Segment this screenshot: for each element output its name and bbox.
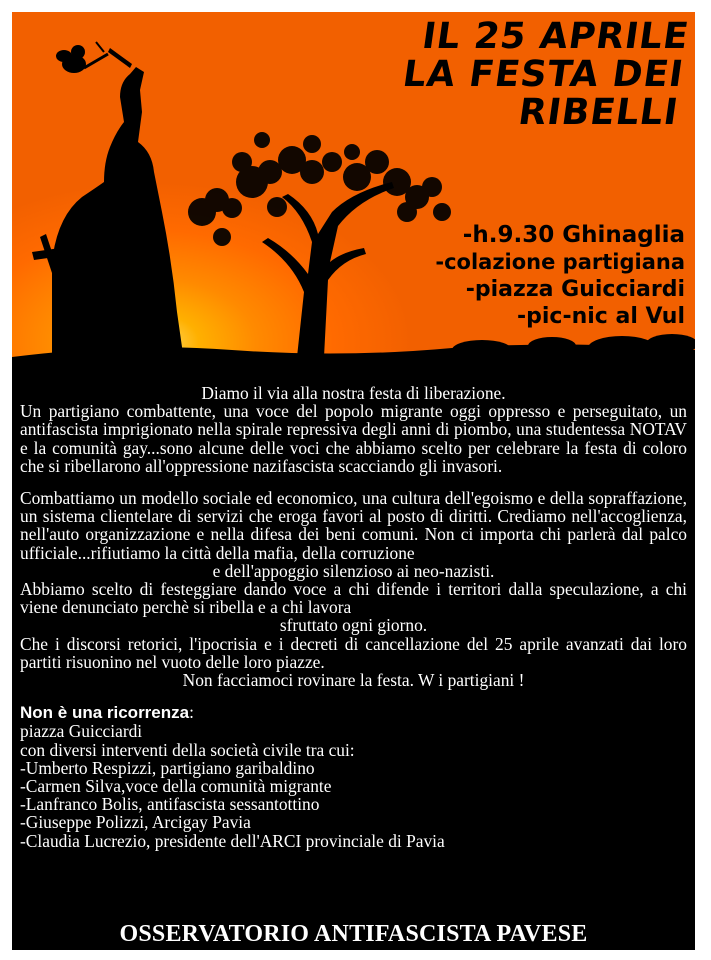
event-schedule [435, 222, 685, 330]
manifesto-paragraph-4: Non facciamoci rovinare la festa. W i partigiani ! [182, 670, 525, 691]
event-heading-colon: : [189, 702, 194, 723]
speaker-item: -Umberto Respizzi, partigiano garibaldino [20, 757, 315, 778]
manifesto-paragraph-3: Che i discorsi retorici, l'ipocrisia e i decreti di cancellazione del 25 aprile avanzati dai loro partiti risuonino nel vuoto delle loro piazze. [20, 633, 687, 672]
schedule-item: -piazza Guicciardi [465, 277, 685, 302]
schedule-item: -colazione partigiana [435, 250, 685, 274]
schedule-item: -pic-nic al Vul [517, 304, 685, 329]
title-line-2: LA FESTA DEI [399, 54, 686, 95]
title-line-3: RIBELLI [515, 92, 681, 133]
event-location: piazza Guicciardi [20, 721, 143, 742]
title-line-1: IL 25 APRILE [419, 16, 692, 57]
intro-paragraph: Un partigiano combattente, una voce del popolo migrante oggi oppresso e perseguitato, un antifascista imprigionato nella spirale repressiva degli anni di piombo, una studentessa NOTAV e la comunità gay...sono alcune delle voci che abbiamo scelto per celebrare la festa di coloro che si ribellarono all'oppressione nazifascista scacciando gli invasori. [20, 401, 687, 476]
event-heading: Non è una ricorrenza [20, 703, 190, 723]
speaker-item: -Claudia Lucrezio, presidente dell'ARCI provinciale di Pavia [20, 830, 445, 851]
event-heading-line [20, 703, 687, 722]
manifesto-paragraph-2: Abbiamo scelto di festeggiare dando voce a chi difende i territori dalla speculazione, a chi viene denunciato perchè si ribella e a chi lavora [20, 579, 687, 618]
footer-organization: OSSERVATORIO ANTIFASCISTA PAVESE [119, 921, 588, 947]
poster-title [395, 18, 692, 132]
manifesto-paragraph-2-end: sfruttato ogni giorno. [279, 615, 428, 636]
poster [12, 12, 695, 950]
schedule-item: -h.9.30 Ghinaglia [462, 222, 685, 248]
speaker-item: -Giuseppe Polizzi, Arcigay Pavia [20, 812, 251, 833]
event-subtitle: con diversi interventi della società civile tra cui: [20, 739, 355, 760]
intro-lead: Diamo il via alla nostra festa di liberazione. [201, 383, 506, 403]
manifesto-paragraph-1: Combattiamo un modello sociale ed economico, una cultura dell'egoismo e della sopraffazione, un sistema clientelare di servizi che eroga favori al posto di diritti. Crediamo nell'accoglienza, nell'auto organizzazione e nella difesa dei beni comuni. Non ci importa chi parlerà dal palco ufficiale...rifiutiamo la città della mafia, della corruzione [20, 488, 687, 563]
speaker-item: -Carmen Silva,voce della comunità migrante [20, 776, 332, 797]
speaker-item: -Lanfranco Bolis, antifascista sessantottino [20, 794, 320, 815]
poster-body [20, 384, 687, 850]
hero-image [12, 12, 695, 382]
manifesto-paragraph-1-end: e dell'appoggio silenzioso ai neo-nazisti. [212, 560, 495, 581]
